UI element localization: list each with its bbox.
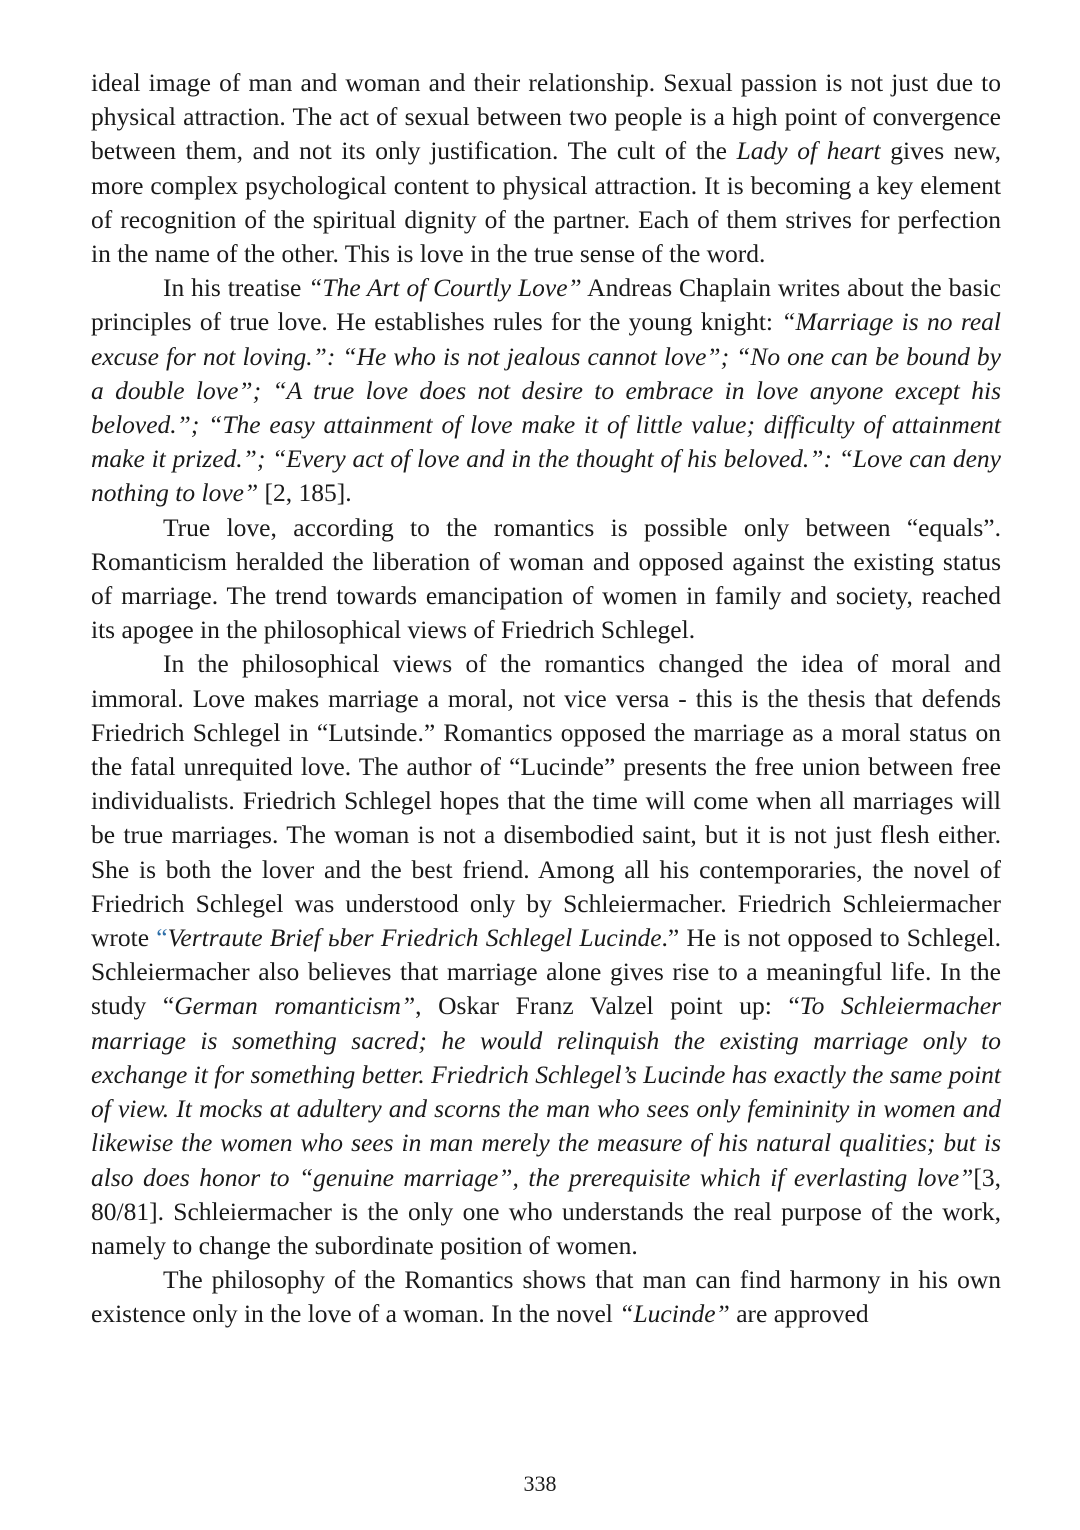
italic-text: German romanticism” (174, 991, 416, 1021)
paragraph (91, 511, 1001, 648)
body-text (91, 66, 1001, 1332)
italic-text: “Lucinde” (619, 1299, 730, 1329)
italic-text: “Marriage is no real excuse for not loving.”: “He who is not jealous cannot love”; “No one can be bound by a double love”; “A true love does not desire to embrace in love anyone except his beloved.”; “The easy attainment of love make it of little value; difficulty of attainment make it prized.”; “Every act of love and in the thought of his beloved.”: “Love can deny nothing to love” (91, 307, 1001, 508)
text-run: Andreas Chaplain writes about the basic principles of true love. He establishes rules for the young knight: (91, 273, 1001, 337)
text-run: In his treatise (163, 273, 309, 303)
paragraph (91, 1263, 1001, 1331)
text-run: [3, 80/81]. Schleiermacher is the only one who understands the real purpose of the work, namely to change the subordinate position of women. (91, 1162, 1001, 1260)
text-run: True love, according to the romantics is possible only between “equals”. Romanticism heralded the liberation of woman and opposed against the existing status of marriage. The trend towards emancipation of women in family and society, reached its apogee in the philosophical views of Friedrich Schlegel. (91, 512, 1001, 645)
text-run: [2, 185]. (258, 478, 352, 508)
text-run: The philosophy of the Romantics shows that man can find harmony in his own existence only in the love of a woman. In the novel (91, 1265, 1001, 1329)
paragraph (91, 66, 1001, 271)
italic-text: Lady of heart (736, 136, 881, 166)
italic-text: To Schleiermacher marriage is something sacred; he would relinquish the existing marriage only to exchange it for something better. Friedrich Schlegel’s Lucinde has exactly the same point of view. It mocks at adultery and scorns the man who sees only femininity in women and likewise the women who sees in man merely the measure of his natural qualities; but is also does honor to “genuine marriage”, the prerequisite which if everlasting love” (91, 991, 1001, 1192)
text-run: In the philosophical views of the romantics changed the idea of moral and immoral. Love makes marriage a moral, not vice versa - this is the thesis that defends Friedrich Schlegel in “Lutsinde.” Romantics opposed the marriage as a moral status on the fatal unrequited love. The author of “Lucinde” presents the free union between free individualists. Friedrich Schlegel hopes that the time will come when all marriages will be true marriages. The woman is not a disembodied saint, but it is not just flesh either. She is both the lover and the best friend. Among all his contemporaries, the novel of Friedrich Schlegel was understood only by Schleiermacher. Friedrich Schleiermacher wrote (91, 649, 1001, 953)
text-run: ideal image of man and woman and their relationship. Sexual passion is not just due to physical attraction. The act of sexual between two people is a high point of convergence between them, and not its only justification. The cult of the (91, 68, 1001, 166)
text-run: are approved (729, 1299, 869, 1329)
italic-text: Vertraute Brief ьber Friedrich Schlegel Lucinde (167, 923, 662, 953)
text-run: .” He is not opposed to Schlegel. Schleiermacher also believes that marriage alone gives rise to a meaningful life. In the study “ (91, 923, 1001, 1021)
text-run: “ (156, 923, 168, 953)
text-run: gives new, more complex psychological content to physical attraction. It is becoming a key element of recognition of the spiritual dignity of the partner. Each of them strives for perfection in the name of the other. This is love in the true sense of the word. (91, 136, 1001, 269)
paragraph (91, 647, 1001, 1263)
page-number: 338 (523, 1471, 557, 1496)
text-run: , Oskar Franz Valzel point up: “ (415, 991, 800, 1021)
paragraph (91, 271, 1001, 510)
italic-text: “The Art of Courtly Love” (308, 273, 582, 303)
